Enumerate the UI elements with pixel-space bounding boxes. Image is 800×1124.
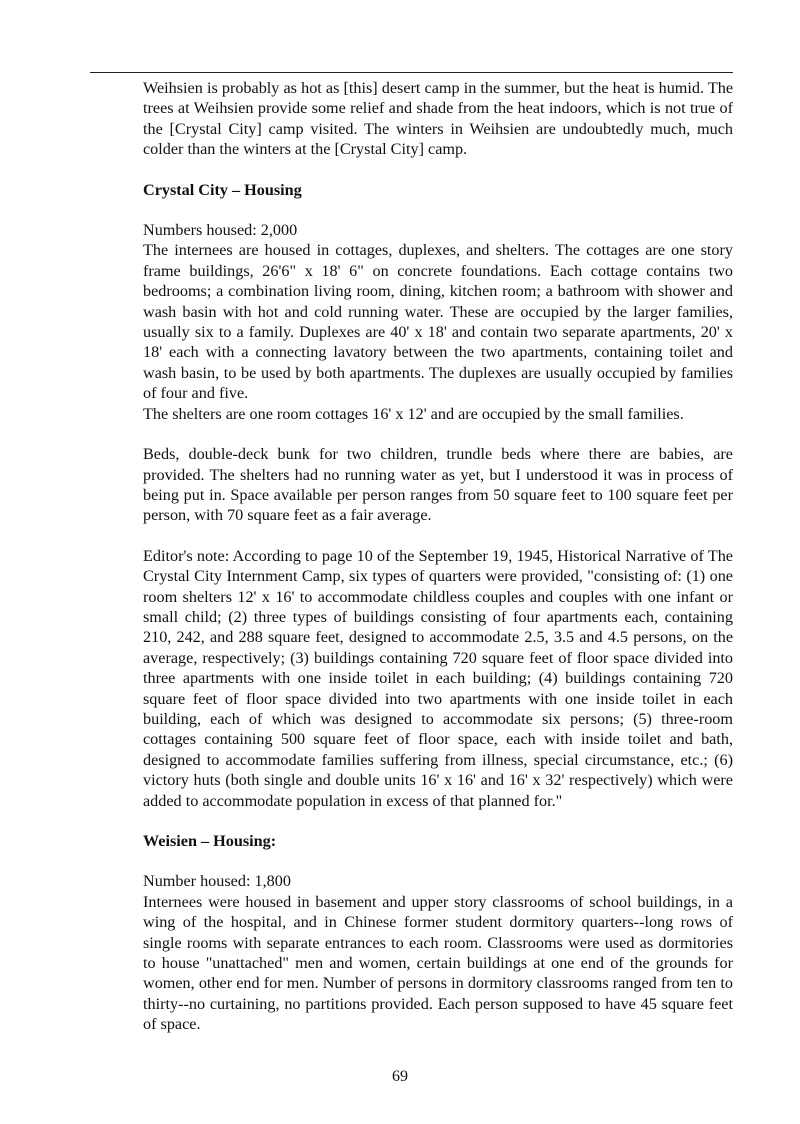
page-number: 69	[392, 1068, 408, 1085]
document-body	[143, 78, 733, 1055]
crystal-city-numbers-housed: Numbers housed: 2,000	[143, 221, 298, 240]
weisien-heading: Weisien – Housing:	[143, 832, 277, 850]
crystal-city-beds: Beds, double-deck bunk for two children, trundle beds where there are babies, are provided. The shelters had no running water as yet, but I understood it was in process of being put in. Space available per person ranges from 50 square feet to 100 square feet per person, with 70 square feet as a fair average.	[143, 445, 733, 525]
header-rule	[90, 72, 733, 73]
weisien-number-housed: Number housed: 1,800	[143, 872, 291, 891]
crystal-city-shelters: The shelters are one room cottages 16' x 12' and are occupied by the small families.	[143, 404, 684, 423]
weisien-description: Internees were housed in basement and upper story classrooms of school buildings, in a wing of the hospital, and in Chinese former student dormitory quarters--long rows of single rooms with separate entrances to each room. Classrooms were used as dormitories to house "unattached" men and women, certain buildings at one end of the grounds for women, other end for men. Number of persons in dormitory classrooms ranged from ten to thirty--no curtaining, no partitions provided. Each person supposed to have 45 square feet of space.	[143, 892, 733, 1034]
editors-note: Editor's note: According to page 10 of the September 19, 1945, Historical Narrative of The Crystal City Internment Camp, six types of quarters were provided, "consisting of: (1) one room shelters 12' x 16' to accommodate childless couples and couples with one infant or small child; (2) three types of buildings consisting of four apartments each, containing 210, 242, and 288 square feet, designed to accommodate 2.5, 3.5 and 4.5 persons, on the average, respectively; (3) buildings containing 720 square feet of floor space divided into three apartments with one inside toilet in each building; (4) buildings containing 720 square feet of floor space divided into two apartments with one inside toilet in each building, each of which was designed to accommodate six persons; (5) three-room cottages containing 500 square feet of floor space, each with inside toilet and bath, designed to accommodate families suffering from illness, special circumstance, etc.; (6) victory huts (both single and double units 16' x 16' and 16' x 32' respectively) which were added to accommodate population in excess of that planned for."	[143, 546, 733, 810]
intro-paragraph: Weihsien is probably as hot as [this] desert camp in the summer, but the heat is humid. The trees at Weihsien provide some relief and shade from the heat indoors, which is not true of the [Crystal City] camp visited. The winters in Weihsien are undoubtedly much, much colder than the winters at the [Crystal City] camp.	[143, 79, 733, 159]
crystal-city-heading: Crystal City – Housing	[143, 180, 302, 199]
crystal-city-description: The internees are housed in cottages, duplexes, and shelters. The cottages are one story frame buildings, 26'6" x 18' 6" on concrete foundations. Each cottage contains two bedrooms; a combination living room, dining, kitchen room; a bathroom with shower and wash basin with hot and cold running water. These are occupied by the larger families, usually six to a family. Duplexes are 40' x 18' and contain two separate apartments, 20' x 18' each with a connecting lavatory between the two apartments, containing toilet and wash basin, to be used by both apartments. The duplexes are usually occupied by families of four and five.	[143, 241, 733, 403]
